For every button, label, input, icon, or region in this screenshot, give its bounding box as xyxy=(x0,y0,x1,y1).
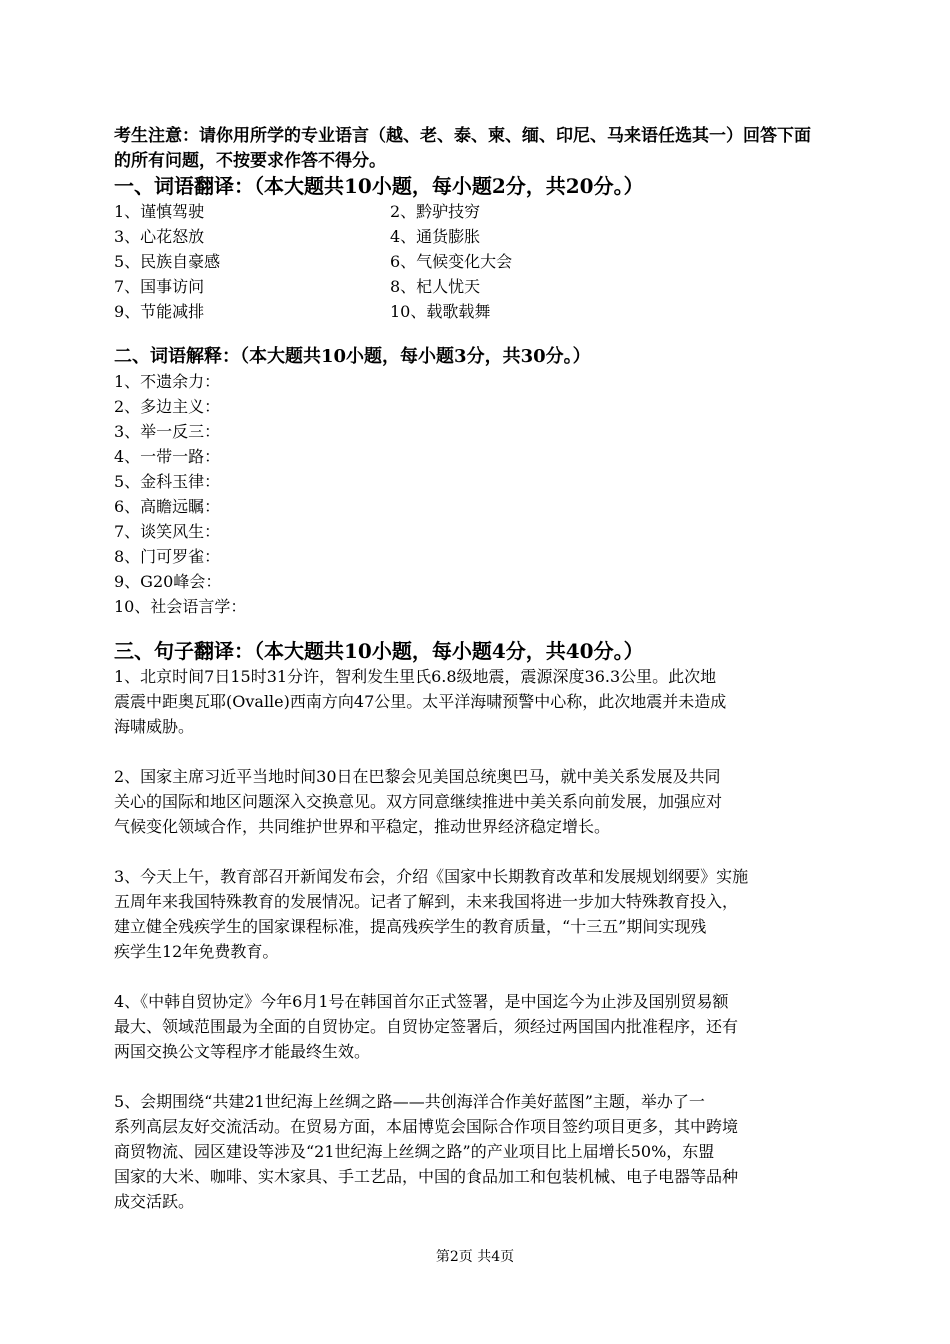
list-item: 6、气候变化大会 xyxy=(390,252,513,271)
paragraph-line: 5、会期围绕“共建21世纪海上丝绸之路——共创海洋合作美好蓝图”主题，举办了一 xyxy=(114,1092,705,1111)
paragraph-line: 最大、领域范围最为全面的自贸协定。自贸协定签署后，须经过两国国内批准程序，还有 xyxy=(114,1017,739,1036)
list-item: 10、社会语言学： xyxy=(114,597,247,616)
section-2-title: 二、词语解释：（本大题共10小题，每小题3分，共30分。） xyxy=(114,346,591,367)
paragraph-line: 五周年来我国特殊教育的发展情况。记者了解到，未来我国将进一步加大特殊教育投入， xyxy=(114,892,739,911)
notice-line: 考生注意：请你用所学的专业语言（越、老、泰、柬、缅、印尼、马来语任选其一）回答下面 xyxy=(114,126,811,146)
paragraph-line: 3、今天上午，教育部召开新闻发布会，介绍《国家中长期教育改革和发展规划纲要》实施 xyxy=(114,867,749,886)
spacer xyxy=(114,619,844,639)
paragraph-line: 气候变化领域合作，共同维护世界和平稳定，推动世界经济稳定增长。 xyxy=(114,817,611,836)
list-item: 8、门可罗雀： xyxy=(114,547,221,566)
list-item: 1、谨慎驾驶 xyxy=(114,202,205,221)
notice-line: 的所有问题，不按要求作答不得分。 xyxy=(114,151,386,171)
list-item: 9、节能减排 xyxy=(114,302,205,321)
translation-paragraph xyxy=(114,1089,844,1214)
section-3-title: 三、句子翻译：（本大题共10小题，每小题4分，共40分。） xyxy=(114,639,644,663)
list-item: 7、谈笑风生： xyxy=(114,522,221,541)
section-2-list xyxy=(114,369,844,619)
spacer xyxy=(114,324,844,344)
paragraph-line: 疾学生12年免费教育。 xyxy=(114,942,279,961)
list-item: 2、黔驴技穷 xyxy=(390,202,481,221)
list-item: 5、民族自豪感 xyxy=(114,252,221,271)
list-row xyxy=(114,224,844,249)
translation-paragraph xyxy=(114,764,844,839)
paragraph-line: 1、北京时间7日15时31分许，智利发生里氏6.8级地震，震源深度36.3公里。此次地 xyxy=(114,667,717,686)
page-number-footer: 第2页 共4页 xyxy=(435,1249,515,1265)
paragraph-line: 成交活跃。 xyxy=(114,1192,195,1211)
paragraph-line: 2、国家主席习近平当地时间30日在巴黎会见美国总统奥巴马，就中美关系发展及共同 xyxy=(114,767,721,786)
list-item: 8、杞人忧天 xyxy=(390,277,481,296)
page-content xyxy=(114,124,844,1239)
list-row xyxy=(114,199,844,224)
paragraph-line: 海啸威胁。 xyxy=(114,717,195,736)
paragraph-line: 关心的国际和地区问题深入交换意见。双方同意继续推进中美关系向前发展，加强应对 xyxy=(114,792,723,811)
list-item: 4、一带一路： xyxy=(114,447,221,466)
section-3-list xyxy=(114,664,844,1214)
list-item: 9、G20峰会： xyxy=(114,572,222,591)
candidate-notice xyxy=(114,124,844,174)
list-item: 4、通货膨胀 xyxy=(390,227,481,246)
list-item: 7、国事访问 xyxy=(114,277,205,296)
list-row xyxy=(114,299,844,324)
list-item: 2、多边主义： xyxy=(114,397,221,416)
section-1-list xyxy=(114,199,844,324)
list-item: 3、心花怒放 xyxy=(114,227,205,246)
paragraph-line: 震震中距奥瓦耶(Ovalle)西南方向47公里。太平洋海啸预警中心称，此次地震并未造成 xyxy=(114,692,727,711)
paragraph-line: 4、《中韩自贸协定》今年6月1号在韩国首尔正式签署，是中国迄今为止涉及国别贸易额 xyxy=(114,992,729,1011)
paragraph-line: 系列高层友好交流活动。在贸易方面，本届博览会国际合作项目签约项目更多，其中跨境 xyxy=(114,1117,739,1136)
paragraph-line: 商贸物流、园区建设等涉及“21世纪海上丝绸之路”的产业项目比上届增长50%，东盟 xyxy=(114,1142,715,1161)
list-item: 6、高瞻远瞩： xyxy=(114,497,221,516)
list-item: 3、举一反三： xyxy=(114,422,221,441)
paragraph-line: 建立健全残疾学生的国家课程标准，提高残疾学生的教育质量，“十三五”期间实现残 xyxy=(114,917,707,936)
paragraph-line: 国家的大米、咖啡、实木家具、手工艺品，中国的食品加工和包装机械、电子电器等品种 xyxy=(114,1167,739,1186)
translation-paragraph xyxy=(114,989,844,1064)
paragraph-line: 两国交换公文等程序才能最终生效。 xyxy=(114,1042,371,1061)
list-row xyxy=(114,274,844,299)
translation-paragraph xyxy=(114,864,844,964)
list-row xyxy=(114,249,844,274)
section-1-title: 一、词语翻译：（本大题共10小题，每小题2分，共20分。） xyxy=(114,174,644,198)
list-item: 1、不遗余力： xyxy=(114,372,221,391)
list-item: 5、金科玉律： xyxy=(114,472,221,491)
translation-paragraph xyxy=(114,664,844,739)
list-item: 10、载歌载舞 xyxy=(390,302,491,321)
